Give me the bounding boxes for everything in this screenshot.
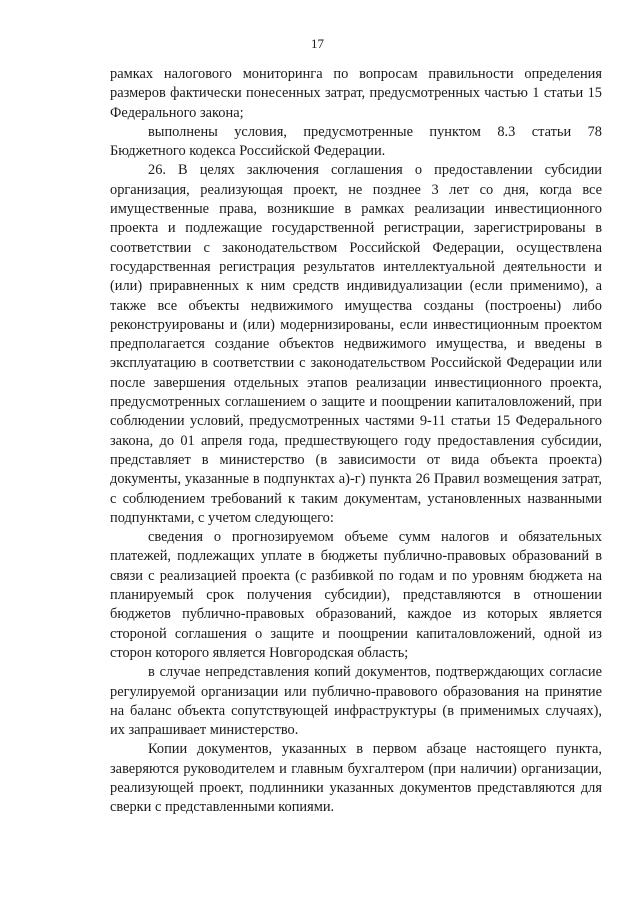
paragraph-document-copies: Копии документов, указанных в первом абзаце настоящего пункта, заверяются руководителем и главным бухгалтером (при наличии) организации, реализующей проект, подлинники указанных документов представляются для сверки с представленными копиями. [110,741,602,816]
page-number: 17 [311,36,324,51]
paragraph-continuation: рамках налогового мониторинга по вопросам правильности определения размеров фактически понесенных затрат, предусмотренных частью 1 статьи 15 Федерального закона; [110,66,602,121]
paragraph-non-submission: в случае непредставления копий документов, подтверждающих согласие регулируемой организации или публично-правового образования на принятие на баланс объекта сопутствующей инфраструктуры (в применимых случаях), их запрашивает министерство. [110,664,602,739]
document-body [110,65,602,818]
paragraph-budget-code-condition: выполнены условия, предусмотренные пунктом 8.3 статьи 78 Бюджетного кодекса Российской Федерации. [110,123,602,160]
paragraph-item-26: 26. В целях заключения соглашения о предоставлении субсидии организация, реализующая проект, не позднее 3 лет со дня, когда все имущественные права, возникшие в рамках реализации инвестиционного проекта и подлежащие государственной регистрации, зарегистрированы в соответствии с законодательством Российской Федерации, осуществлена государственная регистрация результатов интеллектуальной деятельности и (или) приравненных к ним средств индивидуализации (если применимо), а также все объекты недвижимого имущества созданы (построены) либо реконструированы и (или) модернизированы, если инвестиционным проектом предполагается создание объектов недвижимого имущества, и введены в эксплуатацию в соответствии с законодательством Российской Федерации или после завершения отдельных этапов реализации инвестиционного проекта, предусмотренных соглашением о защите и поощрении капиталовложений, при соблюдении условий, предусмотренных частями 9-11 статьи 15 Федерального закона, до 01 апреля года, предшествующего году предоставления субсидии, представляет в министерство (в зависимости от вида объекта проекта) документы, указанные в подпунктах а)-г) пункта 26 Правил возмещения затрат, с соблюдением требований к таким документам, установленных названными подпунктами, с учетом следующего: [110,162,602,526]
paragraph-tax-forecast: сведения о прогнозируемом объеме сумм налогов и обязательных платежей, подлежащих уплате в бюджеты публично-правовых образований в связи с реализацией проекта (с разбивкой по годам и по уровням бюджета на планируемый срок получения субсидии), представляются в отношении бюджетов публично-правовых образований, каждое из которых является стороной соглашения о защите и поощрении капиталовложений, одной из сторон которого является Новгородская область; [110,529,602,661]
